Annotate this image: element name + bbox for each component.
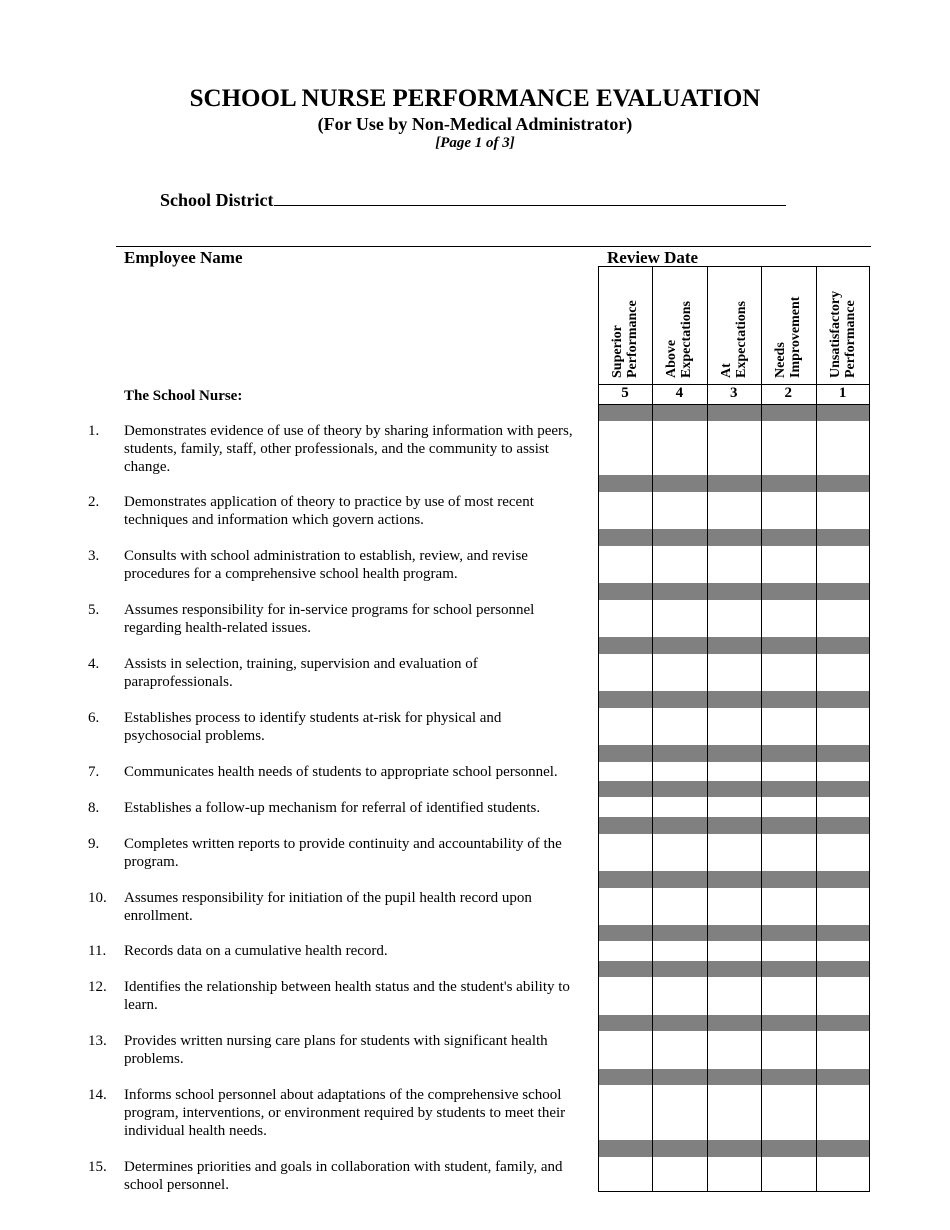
criterion-text (124, 1158, 594, 1194)
rating-cell[interactable] (817, 421, 869, 475)
rating-cell[interactable] (653, 600, 705, 637)
rating-cell[interactable] (653, 797, 705, 817)
rating-cell[interactable] (817, 708, 869, 745)
rating-cell[interactable] (708, 977, 760, 1015)
rating-cell[interactable] (762, 1085, 814, 1140)
section-label: The School Nurse: (124, 388, 243, 404)
rating-header-line: Improvement (788, 296, 804, 378)
grid-line (598, 1191, 870, 1192)
criterion-text-line: Communicates health needs of students to appropriate school personnel. (124, 764, 558, 780)
rating-header-line: Superior (610, 325, 625, 378)
page-subtitle: (For Use by Non-Medical Administrator) (317, 114, 633, 134)
criterion-text (124, 1032, 594, 1068)
rating-cell[interactable] (762, 421, 814, 475)
rating-header-line: Performance (842, 300, 858, 378)
criterion-text-line: Assumes responsibility for in-service programs for school personnel (124, 602, 535, 618)
rating-cell[interactable] (762, 1031, 814, 1069)
rating-cell[interactable] (653, 977, 705, 1015)
shaded-separator-row (598, 925, 870, 941)
criterion-text-line: Establishes a follow-up mechanism for referral of identified students. (124, 800, 541, 816)
rating-header-line: At (718, 363, 734, 378)
rating-score: 2 (784, 385, 792, 401)
rating-cell[interactable] (599, 546, 651, 583)
criterion-text-line: students, family, staff, other professionals, and the community to assist (124, 441, 549, 457)
criterion-text-line: school personnel. (124, 1177, 229, 1193)
criterion-text-line: Informs school personnel about adaptations of the comprehensive school (124, 1087, 562, 1103)
criterion-text (124, 547, 594, 583)
rating-score: 5 (621, 385, 629, 401)
rating-cell[interactable] (762, 600, 814, 637)
criterion-number: 11. (88, 943, 107, 959)
rating-cell[interactable] (817, 762, 869, 781)
rating-cell[interactable] (708, 1085, 760, 1140)
criterion-number: 15. (88, 1159, 107, 1175)
rating-cell[interactable] (599, 834, 651, 871)
grid-line (869, 266, 870, 1192)
rating-cell[interactable] (599, 708, 651, 745)
shaded-separator-row (598, 583, 870, 600)
criterion-text-line: procedures for a comprehensive school health program. (124, 566, 458, 582)
criterion-text (124, 799, 594, 817)
rating-header (816, 266, 870, 384)
rating-cell[interactable] (708, 1031, 760, 1069)
rating-cell[interactable] (599, 977, 651, 1015)
rating-cell[interactable] (708, 654, 760, 691)
criterion-text-line: psychosocial problems. (124, 728, 265, 744)
criterion-text (124, 655, 594, 691)
rating-cell[interactable] (599, 1157, 651, 1191)
rating-cell[interactable] (708, 600, 760, 637)
rating-score: 3 (730, 385, 738, 401)
rating-cell[interactable] (817, 600, 869, 637)
rating-cell[interactable] (708, 762, 760, 781)
rating-cell[interactable] (762, 492, 814, 529)
rating-header-line: Above (664, 339, 680, 378)
rating-cell[interactable] (708, 888, 760, 925)
rating-cell[interactable] (762, 888, 814, 925)
criterion-text (124, 709, 594, 745)
employee-name-label: Employee Name (124, 248, 243, 267)
rating-cell[interactable] (599, 654, 651, 691)
criterion-number: 13. (88, 1033, 107, 1049)
page-indicator: [Page 1 of 3] (435, 135, 515, 151)
rating-cell[interactable] (708, 941, 760, 961)
rating-cell[interactable] (817, 834, 869, 871)
rating-cell[interactable] (653, 546, 705, 583)
criterion-text-line: individual health needs. (124, 1123, 267, 1139)
shaded-separator-row (598, 1015, 870, 1031)
rating-cell[interactable] (708, 546, 760, 583)
criterion-text (124, 601, 594, 637)
rating-cell[interactable] (817, 1157, 869, 1191)
criterion-text (124, 835, 594, 871)
criterion-text-line: problems. (124, 1051, 184, 1067)
criterion-text (124, 978, 594, 1014)
rating-cell[interactable] (708, 834, 760, 871)
rating-header (761, 266, 815, 384)
rating-cell[interactable] (653, 492, 705, 529)
rating-cell[interactable] (817, 977, 869, 1015)
criterion-text-line: Consults with school administration to establish, review, and revise (124, 548, 528, 564)
rating-cell[interactable] (708, 421, 760, 475)
shaded-separator-row (598, 1069, 870, 1085)
rating-cell[interactable] (762, 708, 814, 745)
criterion-number: 7. (88, 764, 100, 780)
rating-score: 4 (675, 385, 684, 401)
rating-header-line: Performance (625, 300, 640, 378)
shaded-separator-row (598, 1140, 870, 1157)
rating-cell[interactable] (653, 1157, 705, 1191)
criterion-number: 8. (88, 800, 100, 816)
criterion-number: 1. (88, 423, 100, 439)
rating-header-line: Needs (773, 342, 789, 378)
criterion-text-line: paraprofessionals. (124, 674, 233, 690)
rating-cell[interactable] (762, 834, 814, 871)
rating-cell[interactable] (817, 941, 869, 961)
rating-cell[interactable] (653, 1085, 705, 1140)
criterion-text-line: program, interventions, or environment required by students to meet their (124, 1105, 566, 1121)
shaded-separator-row (598, 691, 870, 708)
rating-cell[interactable] (762, 654, 814, 691)
rating-cell[interactable] (817, 546, 869, 583)
criterion-text (124, 763, 594, 781)
criterion-number: 4. (88, 656, 100, 672)
criterion-number: 3. (88, 548, 100, 564)
rating-cell[interactable] (653, 834, 705, 871)
rating-cell[interactable] (762, 797, 814, 817)
rating-header-line: Expectations (679, 301, 695, 378)
shaded-separator-row (598, 871, 870, 888)
header-divider (116, 246, 871, 247)
criterion-number: 6. (88, 710, 100, 726)
shaded-separator-row (598, 745, 870, 762)
rating-cell[interactable] (653, 762, 705, 781)
criterion-text-line: Identifies the relationship between health status and the student's ability to (124, 979, 570, 995)
rating-cell[interactable] (817, 492, 869, 529)
shaded-separator-row (598, 781, 870, 797)
shaded-separator-row (598, 961, 870, 977)
rating-cell[interactable] (599, 1031, 651, 1069)
criterion-text-line: Completes written reports to provide continuity and accountability of the (124, 836, 562, 852)
criterion-text-line: learn. (124, 997, 158, 1013)
school-district-input-line[interactable] (274, 189, 786, 206)
criterion-text-line: regarding health-related issues. (124, 620, 312, 636)
rating-cell[interactable] (599, 421, 651, 475)
rating-header-line: Expectations (733, 301, 749, 378)
criterion-text (124, 1086, 594, 1140)
rating-cell[interactable] (708, 492, 760, 529)
rating-cell[interactable] (599, 600, 651, 637)
shaded-separator-row (598, 475, 870, 492)
criterion-text-line: enrollment. (124, 908, 193, 924)
grid-line (598, 404, 870, 405)
rating-cell[interactable] (817, 654, 869, 691)
criterion-text (124, 493, 594, 529)
rating-cell[interactable] (762, 1157, 814, 1191)
rating-cell[interactable] (817, 1085, 869, 1140)
criterion-text (124, 942, 594, 960)
rating-cell[interactable] (762, 941, 814, 961)
criterion-text-line: Records data on a cumulative health record. (124, 943, 388, 959)
rating-cell[interactable] (817, 1031, 869, 1069)
rating-cell[interactable] (599, 762, 651, 781)
criterion-text-line: Provides written nursing care plans for students with significant health (124, 1033, 548, 1049)
shaded-separator-row (598, 637, 870, 654)
rating-cell[interactable] (653, 708, 705, 745)
criterion-text (124, 422, 594, 476)
shaded-separator-row (598, 529, 870, 546)
criterion-text-line: Demonstrates application of theory to practice by use of most recent (124, 494, 534, 510)
rating-cell[interactable] (817, 797, 869, 817)
rating-header (652, 266, 706, 384)
rating-header (707, 266, 761, 384)
rating-cell[interactable] (653, 941, 705, 961)
criterion-number: 14. (88, 1087, 107, 1103)
school-district-label: School District (160, 190, 274, 210)
rating-score: 1 (838, 385, 847, 401)
rating-cell[interactable] (762, 546, 814, 583)
rating-cell[interactable] (599, 492, 651, 529)
rating-cell[interactable] (599, 797, 651, 817)
criterion-number: 2. (88, 494, 100, 510)
rating-cell[interactable] (599, 888, 651, 925)
rating-cell[interactable] (653, 888, 705, 925)
rating-cell[interactable] (653, 421, 705, 475)
rating-cell[interactable] (708, 708, 760, 745)
criterion-text-line: Establishes process to identify students at-risk for physical and (124, 710, 502, 726)
rating-cell[interactable] (762, 977, 814, 1015)
rating-cell[interactable] (653, 1031, 705, 1069)
rating-cell[interactable] (708, 797, 760, 817)
criterion-text-line: Assumes responsibility for initiation of the pupil health record upon (124, 890, 532, 906)
criterion-number: 5. (88, 602, 100, 618)
criterion-number: 10. (88, 890, 107, 906)
criterion-text-line: techniques and information which govern actions. (124, 512, 424, 528)
criterion-text-line: Assists in selection, training, supervision and evaluation of (124, 656, 478, 672)
criterion-number: 9. (88, 836, 100, 852)
criterion-text-line: Determines priorities and goals in collaboration with student, family, and (124, 1159, 563, 1175)
page-title: SCHOOL NURSE PERFORMANCE EVALUATION (189, 85, 761, 112)
criterion-text (124, 889, 594, 925)
rating-cell[interactable] (762, 762, 814, 781)
rating-header-line: Unsatisfactory (827, 290, 843, 378)
criterion-text-line: Demonstrates evidence of use of theory by sharing information with peers, (124, 423, 573, 439)
rating-cell[interactable] (653, 654, 705, 691)
shaded-separator-row (598, 817, 870, 834)
shaded-separator-row (598, 404, 870, 421)
criterion-text-line: change. (124, 459, 171, 475)
rating-cell[interactable] (817, 888, 869, 925)
criterion-number: 12. (88, 979, 107, 995)
review-date-label: Review Date (607, 248, 699, 267)
rating-cell[interactable] (599, 941, 651, 961)
criterion-text-line: program. (124, 854, 179, 870)
rating-header (598, 266, 652, 384)
school-district-field (160, 189, 786, 211)
rating-cell[interactable] (708, 1157, 760, 1191)
rating-grid (598, 266, 870, 1192)
rating-cell[interactable] (599, 1085, 651, 1140)
